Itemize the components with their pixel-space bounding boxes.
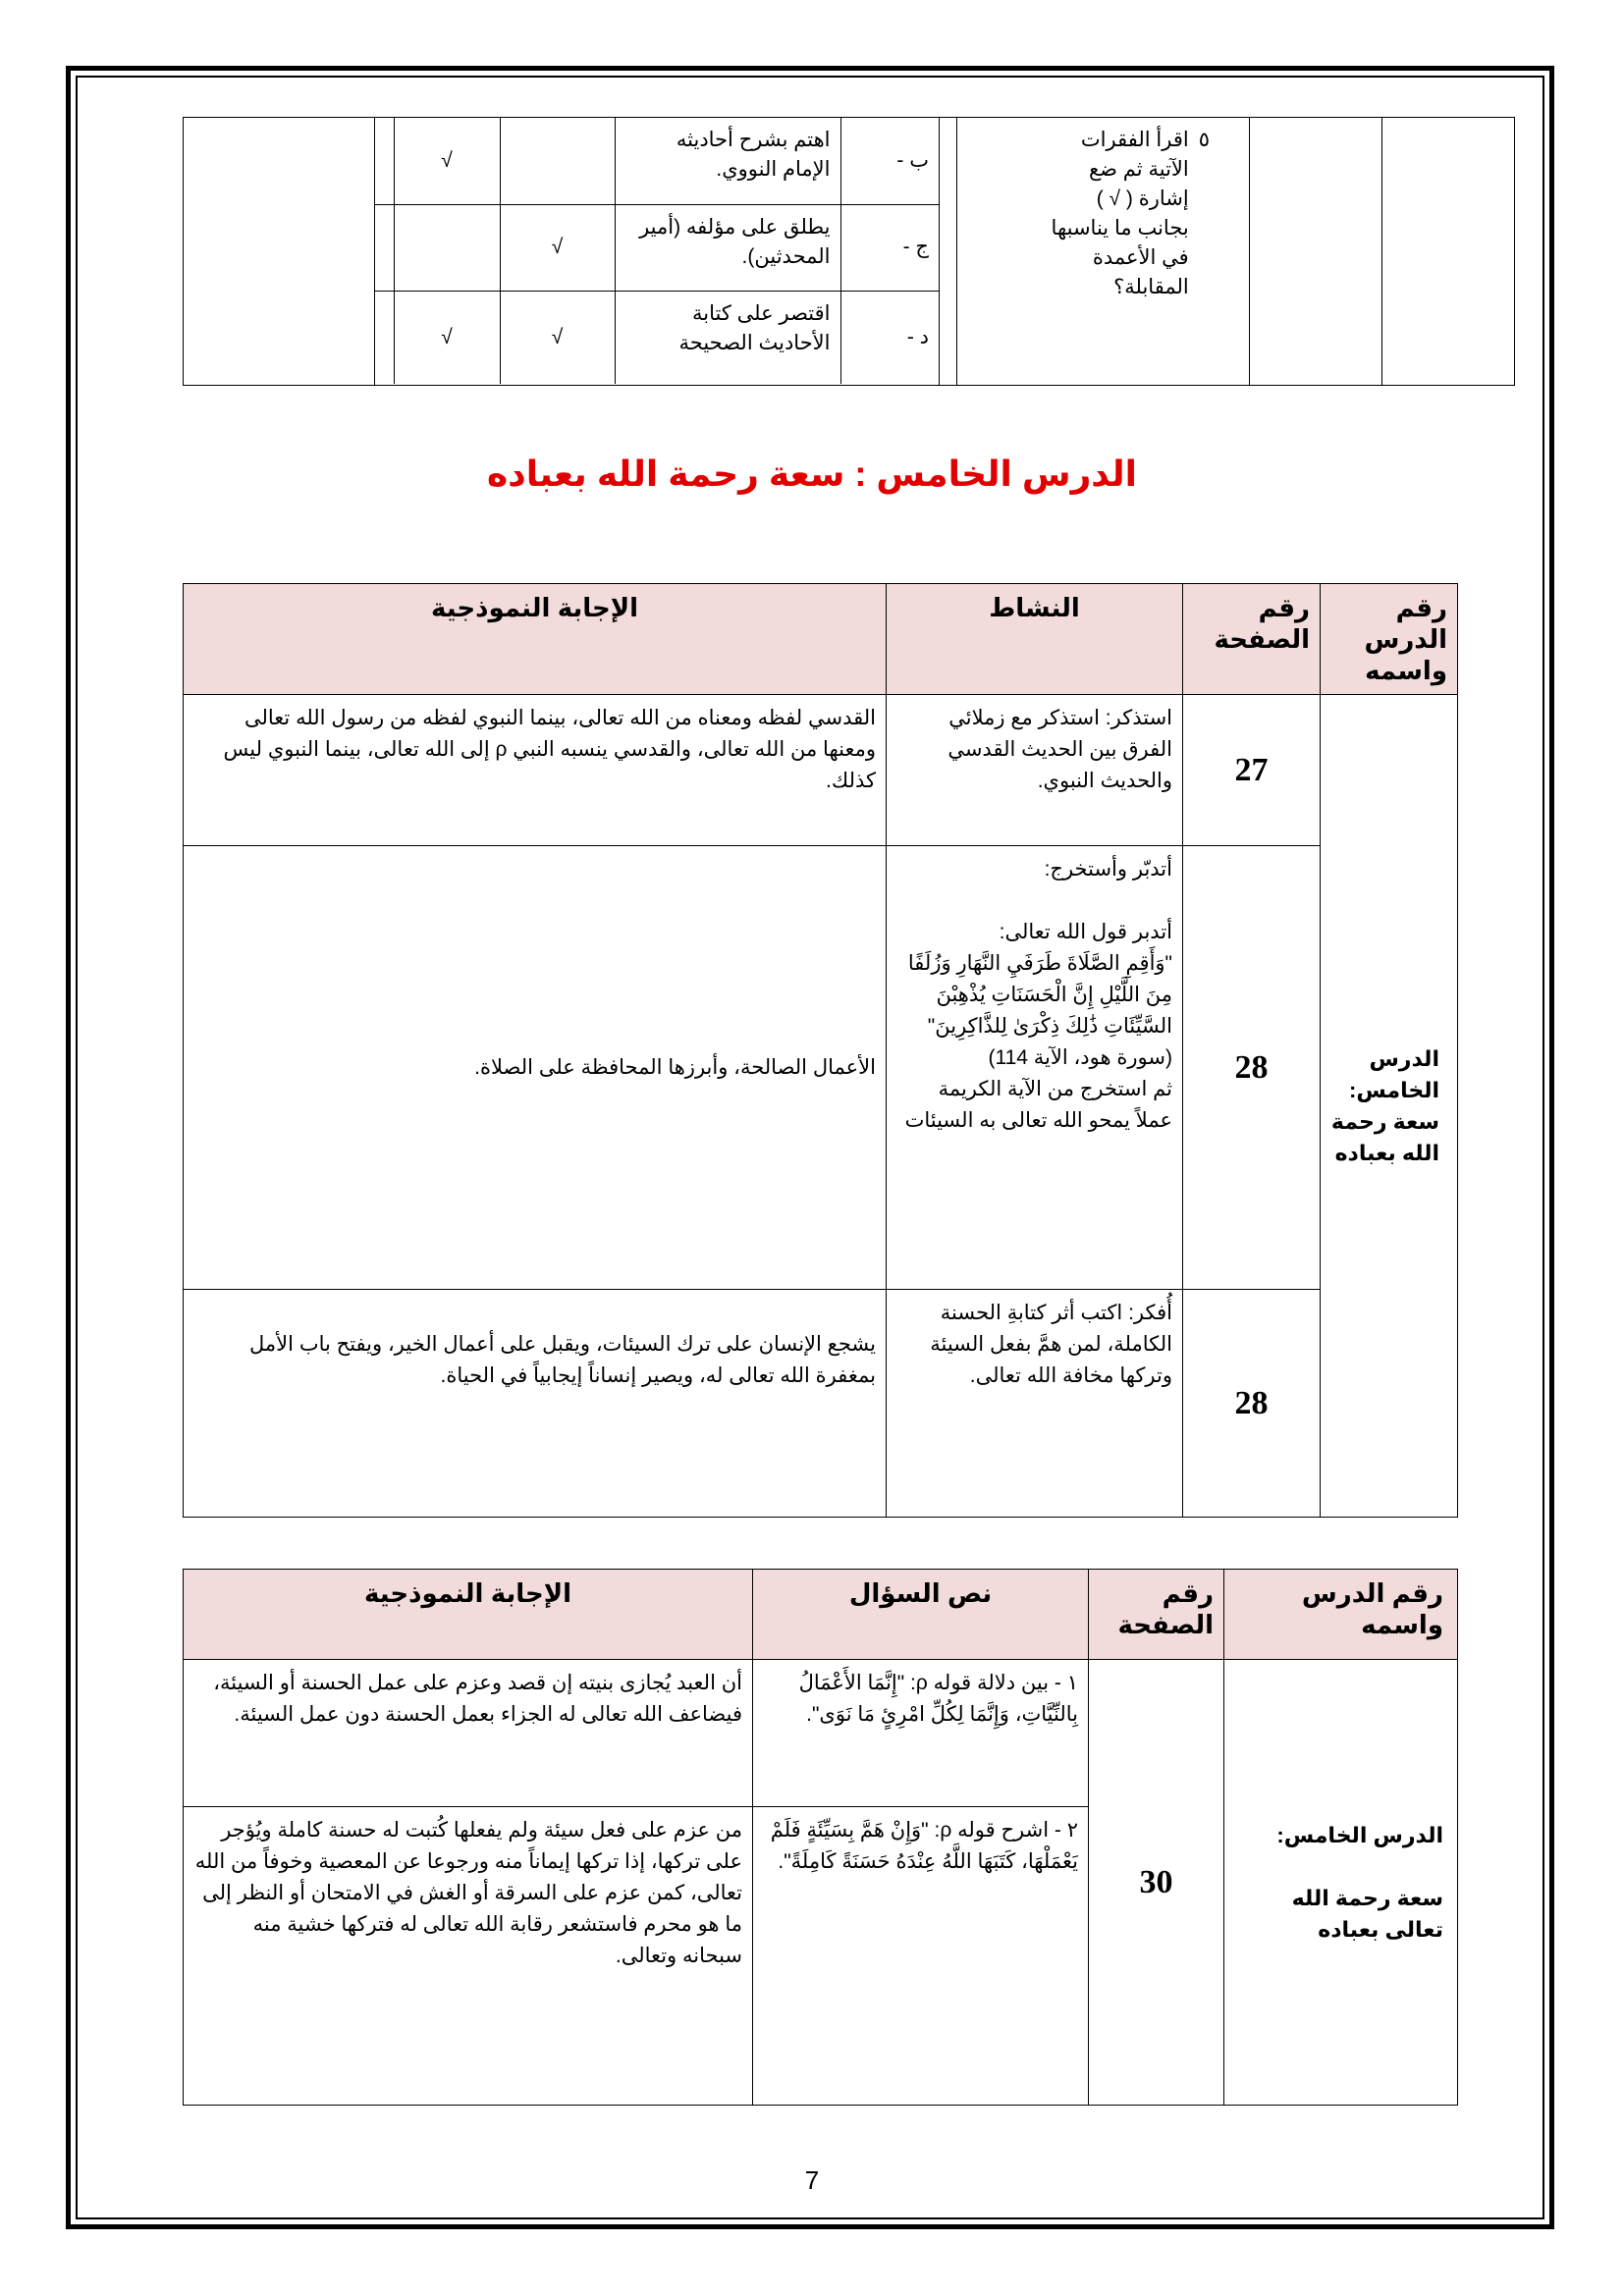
check-cell: √ [394,291,500,384]
instruction-text: اقرأ الفقرات الآتية ثم ضع إشارة ( √ ) بجانب ما يناسبها في الأعمدة المقابلة؟ [1051,129,1189,298]
page-number-cell: 30 [1089,1660,1224,2106]
lesson-name-cell: الدرس الخامس: سعة رحمة الله بعباده [1321,695,1458,1518]
table-row [184,1660,1458,1807]
check-cell: √ [500,291,615,384]
header-lesson: رقم الدرس واسمه [1321,584,1458,695]
answer-cell: القدسي لفظه ومعناه من الله تعالى، بينما النبوي لفظه من رسول الله تعالى ومعنها من الله تعالى، والقدسي ينسبه النبي ρ إلى الله تعالى، بينما النبوي ليس كذلك. [184,695,887,846]
header-activity: النشاط [887,584,1183,695]
row-text: يطلق على مؤلفه (أمير المحدثين). [615,204,840,291]
empty-cell [184,118,375,386]
table-row [184,695,1458,846]
header-answer: الإجابة النموذجية [184,584,887,695]
checkmark-table [183,117,1515,386]
table-row [184,1290,1458,1518]
question-cell: ١ - بين دلالة قوله ρ: "إِنَّمَا الأَعْمَالُ بِالنِّيَّاتِ، وَإِنَّمَا لِكُلِّ امْرِئٍ مَا نَوَى". [753,1660,1089,1807]
table-row [374,204,939,291]
activity-cell: استذكر: استذكر مع زملائي الفرق بين الحديث القدسي والحديث النبوي. [887,695,1183,846]
empty-cell [374,291,394,384]
page-number-cell: 28 [1183,1290,1321,1518]
activity-cell: أُفكر: اكتب أثر كتابةِ الحسنة الكاملة، لمن همَّ بفعل السيئة وتركها مخافة الله تعالى. [887,1290,1183,1518]
empty-cell [374,204,394,291]
header-lesson: رقم الدرس واسمه [1224,1570,1458,1660]
row-text: اهتم بشرح أحاديثه الإمام النووي. [615,118,840,204]
table-header-row [184,1570,1458,1660]
header-answer: الإجابة النموذجية [184,1570,753,1660]
spacer-cell [940,118,957,386]
statements-cell [375,118,940,386]
row-text: اقتصر على كتابة الأحاديث الصحيحة [615,291,840,384]
table-header-row [184,584,1458,695]
header-question: نص السؤال [753,1570,1089,1660]
answer-cell: أن العبد يُجازى بنيته إن قصد وعزم على عمل الحسنة أو السيئة، فيضاعف الله تعالى له الجزاء بعمل الحسنة دون عمل السيئة. [184,1660,753,1807]
empty-cell [1250,118,1382,386]
page-number-cell: 28 [1183,846,1321,1290]
check-cell: √ [394,118,500,204]
row-letter: د - [840,291,939,384]
page-number: 7 [804,2165,820,2195]
table-row [374,118,939,204]
activities-table [183,583,1458,1518]
answer-cell: الأعمال الصالحة، وأبرزها المحافظة على الصلاة. [184,846,887,1290]
header-page: رقم الصفحة [1183,584,1321,695]
empty-cell [1382,118,1515,386]
table-row [374,291,939,384]
question-cell: ٢ - اشرح قوله ρ: "وَإِنْ هَمَّ بِسَيِّئَةٍ فَلَمْ يَعْمَلْهَا، كَتَبَهَا اللَّهُ عِنْدَهُ حَسَنَةً كَامِلَةً". [753,1807,1089,2106]
check-cell [500,118,615,204]
check-cell: √ [500,204,615,291]
empty-cell [374,118,394,204]
item-number: ٥ [1198,129,1210,151]
check-cell [394,204,500,291]
answer-cell: يشجع الإنسان على ترك السيئات، ويقبل على أعمال الخير، ويفتح باب الأمل بمغفرة الله تعالى له، ويصير إنساناً إيجابياً في الحياة. [184,1290,887,1518]
questions-table [183,1569,1458,2106]
instruction-cell [957,118,1250,386]
lesson-title: الدرس الخامس : سعة رحمة الله بعباده [487,454,1137,494]
answer-cell: من عزم على فعل سيئة ولم يفعلها كُتبت له حسنة كاملة ويُؤجر على تركها، إذا تركها إيماناً منه ورجوعا عن المعصية وخوفاً من الله تعالى، كمن عزم على السرقة أو الغش في الامتحان أو النظر إلى ما هو محرم فاستشعر رقابة الله تعالى له فتركها خشية منه سبحانه وتعالى. [184,1807,753,2106]
statements-table [374,118,939,384]
table-row [184,846,1458,1290]
row-letter: ج - [840,204,939,291]
page-number-cell: 27 [1183,695,1321,846]
row-letter: ب - [840,118,939,204]
header-page: رقم الصفحة [1089,1570,1224,1660]
activity-cell: أتدبّر وأستخرج: أتدبر قول الله تعالى: "وَأَقِمِ الصَّلَاةَ طَرَفَيِ النَّهَارِ وَزُلَفًا مِنَ اللَّيْلِ إِنَّ الْحَسَنَاتِ يُذْهِبْنَ السَّيِّئَاتِ ذَٰلِكَ ذِكْرَىٰ لِلذَّاكِرِينَ" (سورة هود، الآية 114) ثم استخرج من الآية الكريمة عملاً يمحو الله تعالى به السيئات [887,846,1183,1290]
lesson-name-cell: الدرس الخامس: سعة رحمة الله تعالى بعباده [1224,1660,1458,2106]
